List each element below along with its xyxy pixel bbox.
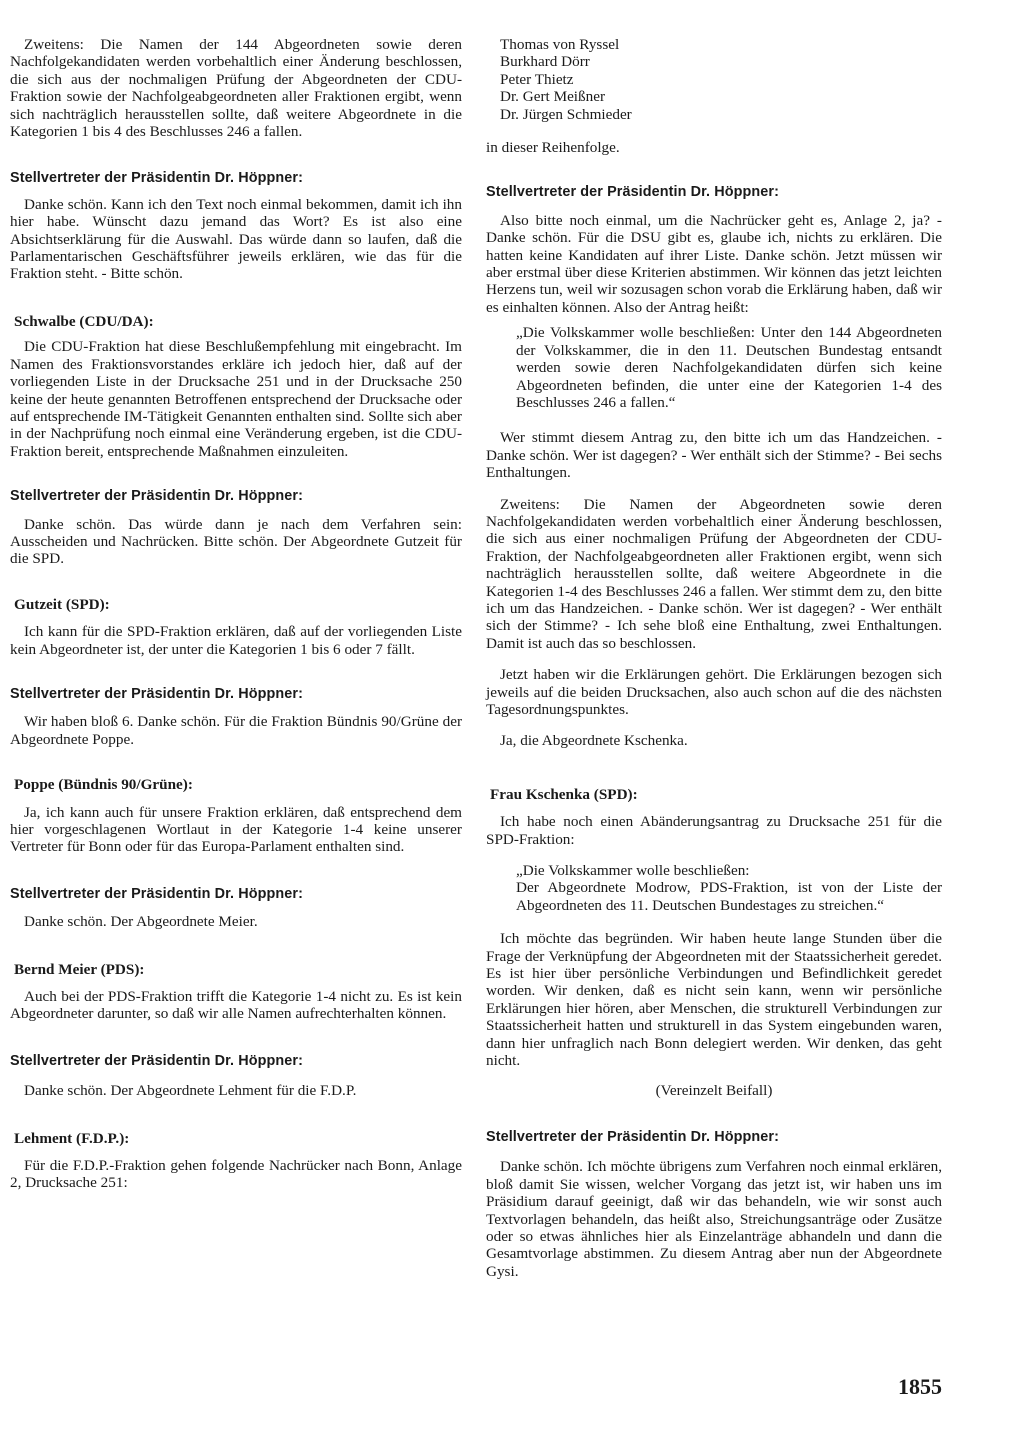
speaker-heading: Poppe (Bündnis 90/Grüne): (14, 776, 193, 794)
paragraph: Ja, die Abgeordnete Kschenka. (500, 732, 688, 750)
left-column (10, 36, 462, 1192)
speaker-heading: Bernd Meier (PDS): (14, 960, 145, 978)
paragraph: Ich habe noch einen Abänderungsantrag zu Drucksache 251 für die SPD-Fraktion: (486, 813, 942, 848)
list-item: Dr. Jürgen Schmieder (500, 105, 632, 123)
paragraph: Ja, ich kann auch für unsere Fraktion erklären, daß entsprechend dem hier vorgeschlagenen Wortlaut in der Kategorie 1-4 keine unserer Vertreter für Bonn oder für das Europa-Parlament enthalten sind. (10, 803, 462, 856)
paragraph: Danke schön. Der Abgeordnete Meier. (24, 913, 258, 931)
page-number: 1855 (898, 1374, 942, 1399)
paragraph: Zweitens: Die Namen der Abgeordneten sowie deren Nachfolgekandidaten werden vorbehaltlich einer Änderung beschlossen, die sich aus einer nochmaligen Prüfung der Abgeordneten der CDU-Fraktion, der Nachfolgeabgeordneten aller Fraktionen ergibt, wenn sich nachträglich herausstellen sollte, daß weitere Abgeordnete in die Kategorien 1-4 des Beschlusses 246 a fallen. Wer stimmt dem zu, den bitte ich um das Handzeichen. - Danke schön. Wer ist dagegen? - Wer enthält sich der Stimme? - Ich sehe bloß eine Enthaltung, zwei Enthaltungen. Damit ist auch das so beschlossen. (486, 495, 942, 652)
quote: Der Abgeordnete Modrow, PDS-Fraktion, ist von der Liste der Abgeordneten des 11. Deutschen Bundestages zu streichen.“ (516, 879, 942, 914)
paragraph: in dieser Reihenfolge. (486, 139, 620, 157)
speaker-heading: Stellvertreter der Präsidentin Dr. Höppner: (10, 885, 303, 902)
list-item: Burkhard Dörr (500, 53, 590, 71)
paragraph: Danke schön. Das würde dann je nach dem Verfahren sein: Ausscheiden und Nachrücken. Bitte schön. Der Abgeordnete Gutzeit für die SPD. (10, 515, 462, 568)
paragraph: Auch bei der PDS-Fraktion trifft die Kategorie 1-4 nicht zu. Es ist kein Abgeordneter darunter, so daß wir alle Namen aufrechterhalten können. (10, 988, 462, 1023)
quote: „Die Volkskammer wolle beschließen: (516, 862, 750, 880)
speaker-heading: Stellvertreter der Präsidentin Dr. Höppner: (10, 170, 303, 187)
right-column (486, 36, 942, 1280)
quote: „Die Volkskammer wolle beschließen: Unter den 144 Abgeordneten der Volkskammer, die in den 11. Deutschen Bundestag entsandt werden sowie deren Nachfolgekandidaten dürfen sich keine Abgeordneten befinden, die unter eine der Kategorien 1-4 des Beschlusses 246 a fallen.“ (516, 324, 942, 411)
applause-note: (Vereinzelt Beifall) (655, 1081, 773, 1099)
speaker-heading: Stellvertreter der Präsidentin Dr. Höppner: (486, 184, 779, 201)
speaker-heading: Lehment (F.D.P.): (14, 1129, 130, 1147)
speaker-heading: Stellvertreter der Präsidentin Dr. Höppner: (10, 685, 303, 702)
speaker-heading: Stellvertreter der Präsidentin Dr. Höppner: (10, 1052, 303, 1069)
speaker-heading: Stellvertreter der Präsidentin Dr. Höppner: (10, 488, 303, 505)
paragraph: Ich kann für die SPD-Fraktion erklären, daß auf der vorliegenden Liste kein Abgeordneter ist, der unter die Kategorien 1 bis 6 oder 7 fällt. (10, 623, 462, 658)
paragraph: Zweitens: Die Namen der 144 Abgeordneten sowie deren Nachfolgekandidaten werden vorbehaltlich einer Änderung beschlossen, die sich aus der nochmaligen Prüfung der Abgeordneten der CDU-Fraktion sowie der Nachfolgeabgeordneten aller Fraktionen ergibt, wenn sich nachträglich herausstellen sollte, daß weitere Abgeordnete in die Kategorien 1 bis 4 des Beschlusses 246 a fallen. (10, 36, 462, 141)
paragraph: Die CDU-Fraktion hat diese Beschlußempfehlung mit eingebracht. Im Namen des Fraktionsvorstandes erkläre ich jedoch hier, daß auf der vorliegenden Liste in der Drucksache 251 und in der Drucksache 250 keine der heute genannten Betroffenen entsprechend der Drucksache oder auf entsprechende IM-Tätigkeit Genannten enthalten sind. Sollte sich aber in der Nachprüfung noch einmal eine Veränderung ergeben, ist die CDU-Fraktion bereit, entsprechende Maßnahmen einzuleiten. (10, 338, 462, 460)
paragraph: Wir haben bloß 6. Danke schön. Für die Fraktion Bündnis 90/Grüne der Abgeordnete Poppe. (10, 713, 462, 748)
paragraph: Danke schön. Der Abgeordnete Lehment für die F.D.P. (24, 1082, 357, 1100)
list-item: Dr. Gert Meißner (500, 88, 606, 106)
list-item: Thomas von Ryssel (500, 36, 620, 53)
paragraph: Danke schön. Kann ich den Text noch einmal bekommen, damit ich ihn hier habe. Wünscht dazu jemand das Wort? Es ist also eine Absichtserklärung für die Auswahl. Das würde dann so laufen, daß die Parlamentarischen Geschäftsführer jeweils erklären, wie das für die Fraktion steht. - Bitte schön. (10, 195, 462, 283)
paragraph: Jetzt haben wir die Erklärungen gehört. Die Erklärungen bezogen sich jeweils auf die beiden Drucksachen, also auch schon auf die des nächsten Tagesordnungspunktes. (486, 666, 942, 718)
paragraph: Wer stimmt diesem Antrag zu, den bitte ich um das Handzeichen. - Danke schön. Wer ist dagegen? - Wer enthält sich der Stimme? - Bei sechs Enthaltungen. (486, 429, 942, 482)
paragraph: Danke schön. Ich möchte übrigens zum Verfahren noch einmal erklären, bloß damit Sie wissen, welcher Vorgang das jetzt ist, wir haben uns im Präsidium darauf geeinigt, daß wir das behandeln, wie wir sonst auch Textvorlagen behandeln, das heißt also, Streichungsanträge oder Zusätze oder so etwas ähnliches hier als Einzelanträge abhandeln und dann die Gesamtvorlage abstimmen. Zu diesem Antrag aber nun der Abgeordnete Gysi. (486, 1158, 942, 1280)
speaker-heading: Stellvertreter der Präsidentin Dr. Höppner: (486, 1128, 779, 1145)
speaker-heading: Gutzeit (SPD): (14, 595, 110, 613)
paragraph: Also bitte noch einmal, um die Nachrücker geht es, Anlage 2, ja? - Danke schön. Für die DSU gibt es, glaube ich, nichts zu erklären. Die hatten keine Kandidaten auf ihrer Liste. Danke schön. Jetzt müssen wir aber erstmal über diese Kriterien abstimmen. Wir können das jetzt leichten Herzens tun, weil wir sozusagen schon vorab die Erklärung haben, daß wir es einhalten können. Also der Antrag heißt: (486, 211, 942, 316)
list-item: Peter Thietz (500, 70, 574, 88)
paragraph: Für die F.D.P.-Fraktion gehen folgende Nachrücker nach Bonn, Anlage 2, Drucksache 251: (10, 1157, 462, 1192)
speaker-heading: Schwalbe (CDU/DA): (14, 312, 154, 330)
paragraph: Ich möchte das begründen. Wir haben heute lange Stunden über die Frage der Verknüpfung der Abgeordneten mit der Staatssicherheit geredet. Es ist hier über persönliche Verbindungen und Befindlichkeit geredet worden. Wir denken, daß es nicht sein kann, wenn wir persönliche Erklärungen hier hören, aber Menschen, die strukturell Verbindungen zur Staatssicherheit hatten und strukturell in das System eingebunden waren, dann hier unfraglich nach Bonn delegiert werden. Wir denken, das geht nicht. (486, 930, 942, 1070)
speaker-heading: Frau Kschenka (SPD): (490, 785, 638, 803)
name-list (500, 36, 942, 123)
